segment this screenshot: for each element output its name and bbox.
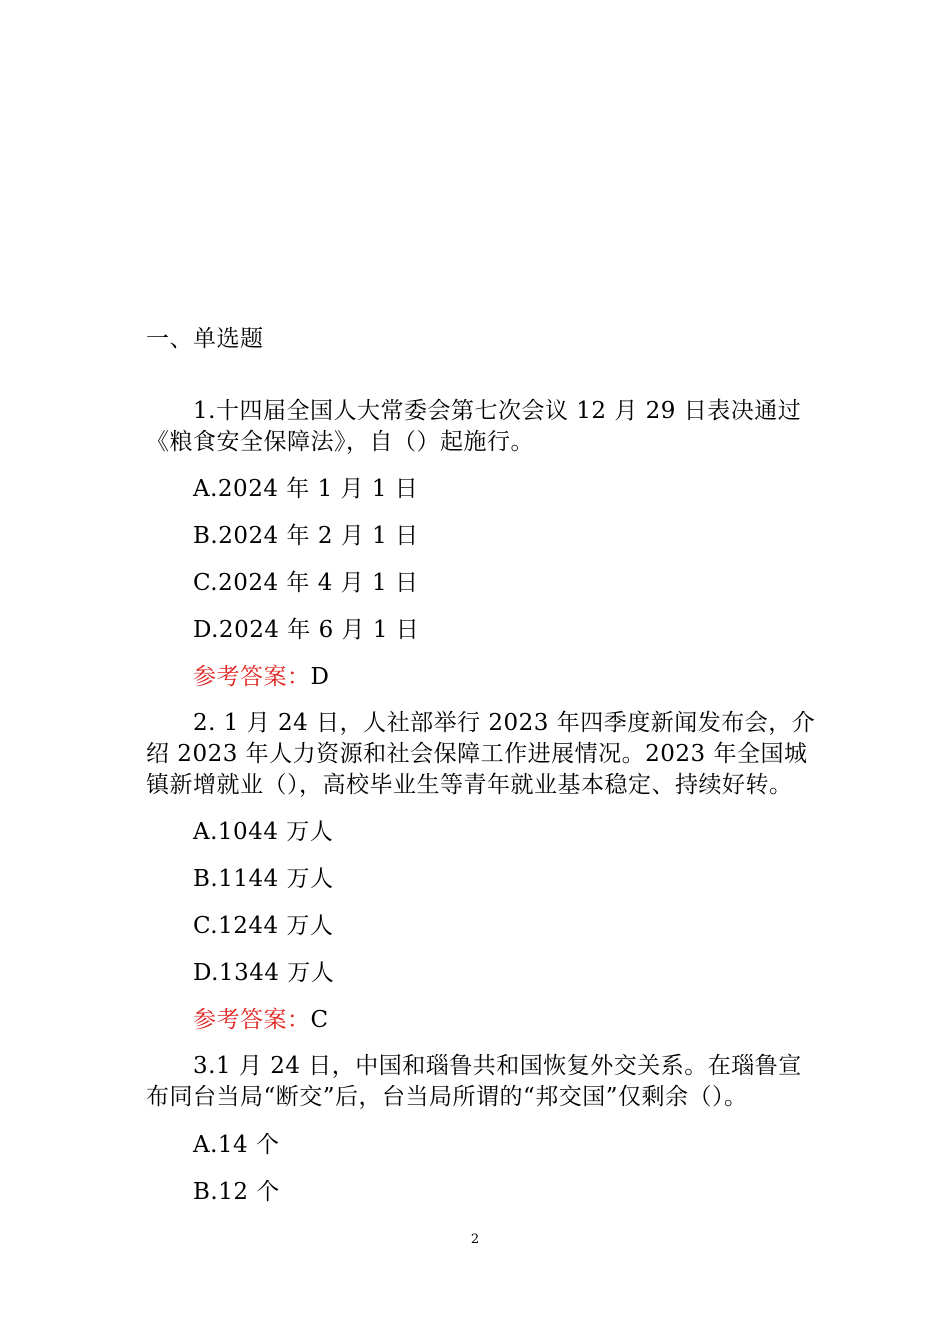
option-b: B.12 个 <box>193 1179 280 1205</box>
answer-line <box>193 662 329 692</box>
section-title: 一、单选题 <box>146 326 264 352</box>
answer-line <box>193 1005 329 1035</box>
option-d: D.2024 年 6 月 1 日 <box>193 617 420 643</box>
question-text-line: 绍 2023 年人力资源和社会保障工作进展情况。2023 年全国城 <box>146 741 808 767</box>
answer-label: 参考答案： <box>193 664 311 690</box>
question-text-line: 镇新增就业（），高校毕业生等青年就业基本稳定、持续好转。 <box>146 772 793 798</box>
option-a: A.14 个 <box>193 1132 280 1158</box>
question-text-line: 3.1 月 24 日，中国和瑙鲁共和国恢复外交关系。在瑙鲁宣 <box>193 1053 802 1079</box>
question-text-line: 布同台当局“断交”后，台当局所谓的“邦交国”仅剩余（）。 <box>146 1084 748 1110</box>
option-c: C.2024 年 4 月 1 日 <box>193 570 419 596</box>
page-number: 2 <box>470 1232 480 1247</box>
option-b: B.2024 年 2 月 1 日 <box>193 523 419 549</box>
option-b: B.1144 万人 <box>193 866 334 892</box>
question-text-line: 1.十四届全国人大常委会第七次会议 12 月 29 日表决通过 <box>193 398 802 424</box>
option-c: C.1244 万人 <box>193 913 334 939</box>
answer-label: 参考答案： <box>193 1007 311 1033</box>
question-text-line: 2. 1 月 24 日，人社部举行 2023 年四季度新闻发布会，介 <box>193 710 816 736</box>
answer-value: C <box>310 1007 329 1033</box>
option-a: A.1044 万人 <box>193 819 334 845</box>
option-a: A.2024 年 1 月 1 日 <box>193 476 419 502</box>
question-text-line: 《粮食安全保障法》，自（）起施行。 <box>146 429 534 455</box>
option-d: D.1344 万人 <box>193 960 335 986</box>
answer-value: D <box>310 664 330 690</box>
